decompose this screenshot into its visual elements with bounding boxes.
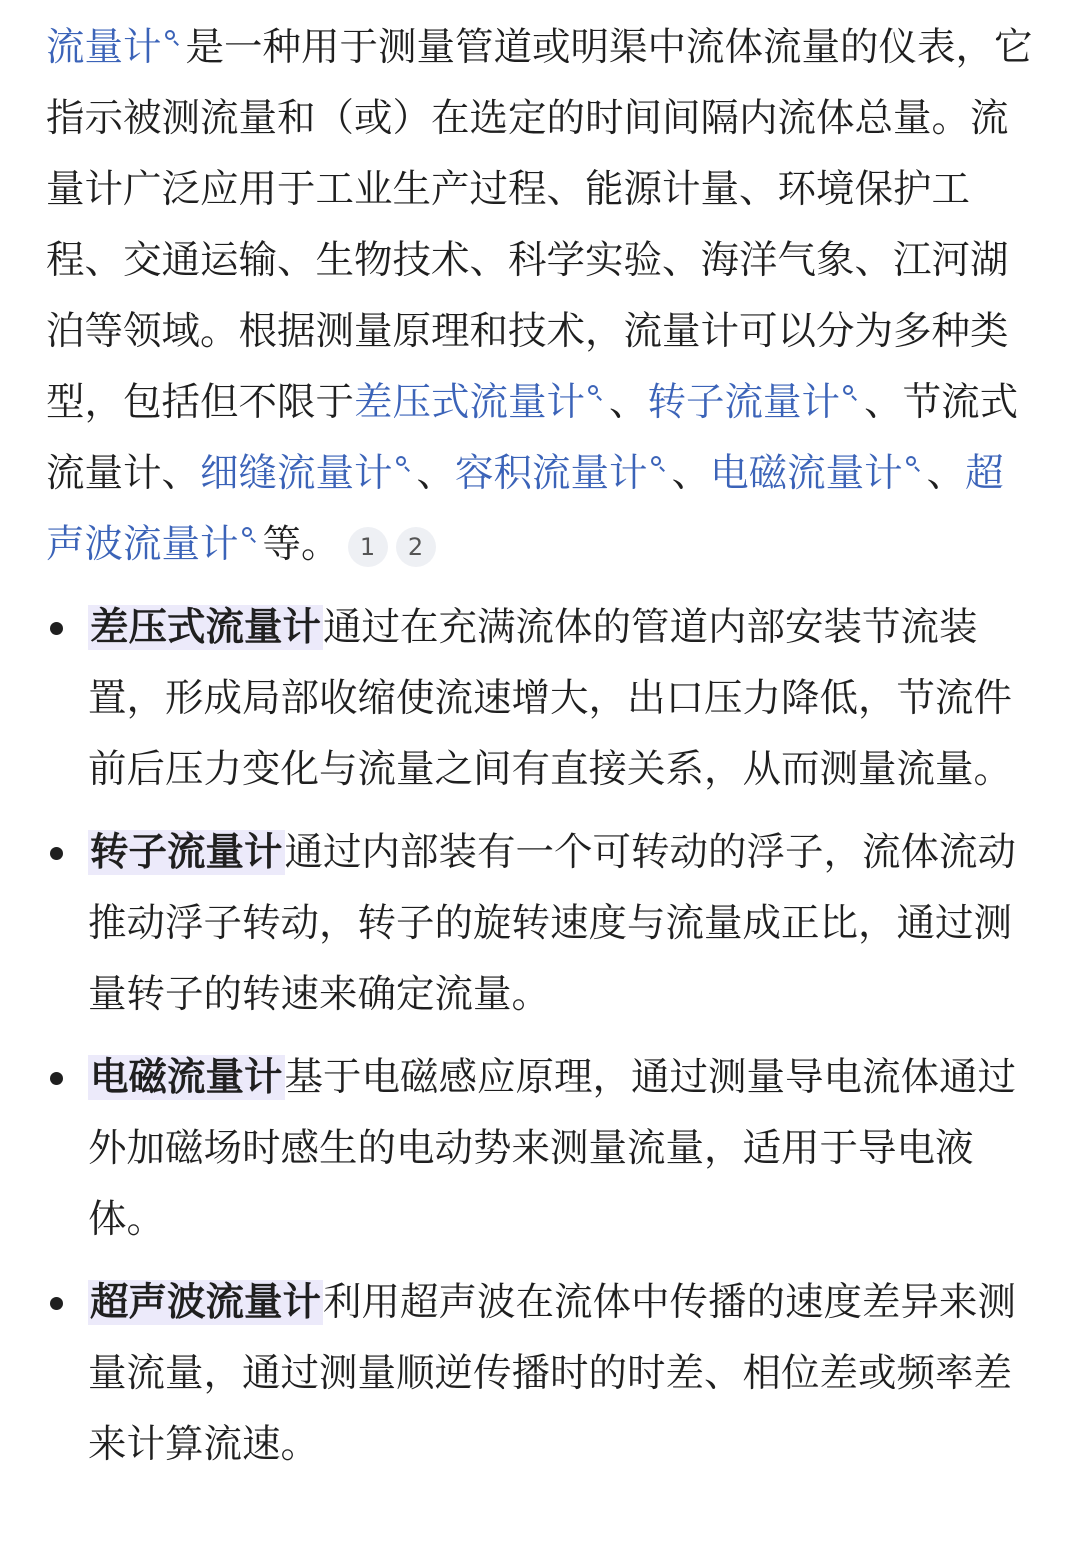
link-ultrasonic-flowmeter[interactable]: 超声波流量计	[46, 451, 1004, 567]
list-item-desc: 通过在充满流体的管道内部安装节流装置，形成局部收缩使流速增大，出口压力降低，节流件前后压力变化与流量之间有直接关系，从而测量流量。	[88, 605, 1013, 792]
separator: 、	[416, 451, 456, 496]
list-item	[46, 817, 1036, 1030]
bullet-icon	[50, 847, 63, 860]
separator: 、	[926, 451, 966, 496]
intro-text-1: 是一种用于测量管道或明渠中流体流量的仪表，它指示被测流量和（或）在选定的时间间隔内流体总量。流量计广泛应用于工业生产过程、能源计量、环境保护工程、交通运输、生物技术、科学实验、海洋气象、江河湖泊等领域。根据测量原理和技术，流量计可以分为多种类型，包括但不限于	[46, 25, 1033, 425]
link-rotor-flowmeter[interactable]: 转子流量计	[647, 380, 841, 425]
search-icon[interactable]	[395, 455, 411, 471]
list-item-desc: 利用超声波在流体中传播的速度差异来测量流量，通过测量顺逆传播时的时差、相位差或频率差来计算流速。	[88, 1280, 1017, 1467]
list-item	[46, 1042, 1036, 1255]
flowmeter-type-list	[46, 592, 1036, 1480]
link-differential-pressure-flowmeter[interactable]: 差压式流量计	[354, 380, 586, 425]
citation-badge-1[interactable]: 1	[348, 527, 388, 567]
link-slit-flowmeter[interactable]: 细缝流量计	[200, 451, 393, 496]
list-item-term: 电磁流量计	[90, 1055, 283, 1100]
bullet-icon	[50, 622, 63, 635]
search-icon[interactable]	[241, 526, 257, 542]
bullet-icon	[50, 1072, 63, 1085]
list-item-desc: 通过内部装有一个可转动的浮子，流体流动推动浮子转动，转子的旋转速度与流量成正比，通过测量转子的转速来确定流量。	[88, 830, 1017, 1017]
list-item-term: 超声波流量计	[90, 1280, 322, 1325]
article-body	[46, 12, 1036, 1480]
list-item-term: 差压式流量计	[90, 605, 322, 650]
separator: 、	[671, 451, 711, 496]
search-icon[interactable]	[905, 455, 921, 471]
search-icon[interactable]	[164, 29, 180, 45]
separator: 、	[609, 380, 648, 425]
link-flowmeter[interactable]: 流量计	[46, 25, 162, 70]
intro-text-2: 、节流式流量计、	[46, 380, 1019, 496]
search-icon[interactable]	[650, 455, 666, 471]
list-item-desc: 基于电磁感应原理，通过测量导电流体通过外加磁场时感生的电动势来测量流量，适用于导电液体。	[88, 1055, 1017, 1242]
link-volumetric-flowmeter[interactable]: 容积流量计	[455, 451, 648, 496]
list-item-term: 转子流量计	[90, 830, 283, 875]
list-item	[46, 1267, 1036, 1480]
citation-badge-2[interactable]: 2	[396, 527, 436, 567]
intro-text-end: 等。	[262, 522, 340, 567]
link-electromagnetic-flowmeter[interactable]: 电磁流量计	[710, 451, 903, 496]
search-icon[interactable]	[587, 384, 603, 400]
bullet-icon	[50, 1297, 63, 1310]
list-item	[46, 592, 1036, 805]
intro-paragraph	[46, 12, 1036, 580]
search-icon[interactable]	[842, 384, 858, 400]
